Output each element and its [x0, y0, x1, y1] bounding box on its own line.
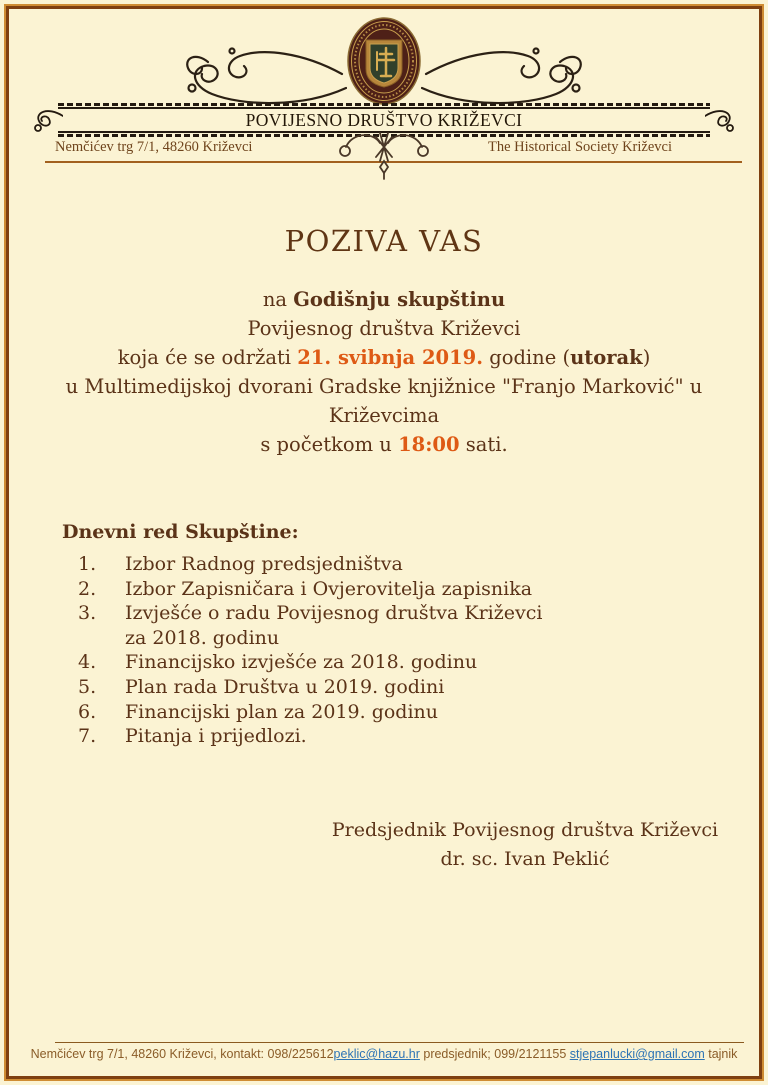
society-name: POVIJESNO DRUŠTVO KRIŽEVCI	[245, 110, 523, 130]
body-line-1	[28, 285, 740, 314]
secretary-email-link[interactable]: stjepanlucki@gmail.com	[569, 1047, 705, 1061]
agenda-item-text: Izvješće o radu Povijesnog društva Križevci	[125, 602, 543, 625]
signature-role: Predsjednik Povijesnog društva Križevci	[331, 819, 719, 841]
agenda-heading: Dnevni red Skupštine:	[62, 521, 299, 543]
flourish-right-icon	[421, 44, 586, 106]
flourish-left-icon	[182, 44, 347, 106]
agenda-item-text: Financijsko izvješće za 2018. godinu	[125, 651, 478, 674]
agenda-item-5	[62, 675, 728, 700]
agenda-item-7	[62, 724, 728, 749]
line6-suffix: sati.	[459, 433, 508, 456]
invitation-body	[28, 285, 740, 459]
line6-prefix: s početkom u	[260, 433, 399, 456]
agenda-item-2	[62, 577, 728, 602]
agenda-item-1	[62, 552, 728, 577]
invitation-title: POZIVA VAS	[284, 224, 484, 258]
society-seal-icon	[346, 16, 422, 106]
signature-name: dr. sc. Ivan Peklić	[440, 848, 610, 870]
line3-prefix: koja će se održati	[117, 346, 298, 369]
agenda-item-number: 1.	[78, 553, 97, 575]
address-english: The Historical Society Križevci	[487, 139, 672, 155]
body-line-4: u Multimedijskoj dvorani Gradske knjižnice "Franjo Marković" u	[65, 375, 703, 398]
agenda-item-text: za 2018. godinu	[125, 626, 280, 649]
agenda-item-3-continued	[62, 626, 728, 651]
agenda-item-6	[62, 700, 728, 725]
banner-rule-top-hatch	[58, 103, 710, 106]
event-date: 21. svibnja 2019.	[297, 346, 484, 369]
president-email-link[interactable]: peklic@hazu.hr	[333, 1047, 420, 1061]
body-line-5: Križevcima	[328, 404, 440, 427]
agenda-item-number-spacer	[78, 626, 125, 651]
divider-knot-icon	[336, 127, 432, 181]
footer-text-pre: Nemčićev trg 7/1, 48260 Križevci, kontakt: 098/225612	[30, 1047, 334, 1061]
body-line-3	[28, 343, 740, 372]
footer-contact	[30, 1047, 738, 1061]
agenda-item-text: Financijski plan za 2019. godinu	[125, 700, 439, 723]
body-line-2: Povijesnog društva Križevci	[247, 317, 521, 340]
agenda-item-3	[62, 601, 728, 626]
signature-block	[330, 816, 720, 874]
agenda-item-number: 6.	[78, 700, 97, 723]
agenda-item-number: 7.	[78, 725, 97, 748]
agenda-item-text: Pitanja i prijedlozi.	[125, 725, 307, 748]
agenda-item-number: 5.	[78, 675, 97, 698]
line1-prefix: na	[262, 288, 294, 311]
event-weekday: utorak	[570, 346, 643, 369]
footer-text-mid: predsjednik; 099/2121155	[419, 1047, 570, 1061]
agenda-item-number: 4.	[78, 651, 97, 674]
agenda-section	[62, 521, 728, 749]
address-croatian: Nemčićev trg 7/1, 48260 Križevci	[55, 139, 253, 155]
agenda-item-4	[62, 650, 728, 675]
footer-divider	[55, 1042, 744, 1043]
agenda-item-text: Plan rada Društva u 2019. godini	[125, 675, 445, 698]
agenda-item-number: 3.	[78, 602, 97, 625]
event-time: 18:00	[398, 433, 460, 456]
line3-suffix: )	[642, 346, 651, 369]
agenda-item-text: Izbor Radnog predsjedništva	[125, 553, 403, 575]
body-line-6	[28, 430, 740, 459]
footer-text-post: tajnik	[704, 1047, 738, 1061]
line3-mid: godine (	[483, 346, 571, 369]
agenda-item-text: Izbor Zapisničara i Ovjerovitelja zapisnika	[125, 577, 533, 600]
assembly-name: Godišnju skupštinu	[293, 288, 506, 311]
agenda-item-number: 2.	[78, 577, 97, 600]
